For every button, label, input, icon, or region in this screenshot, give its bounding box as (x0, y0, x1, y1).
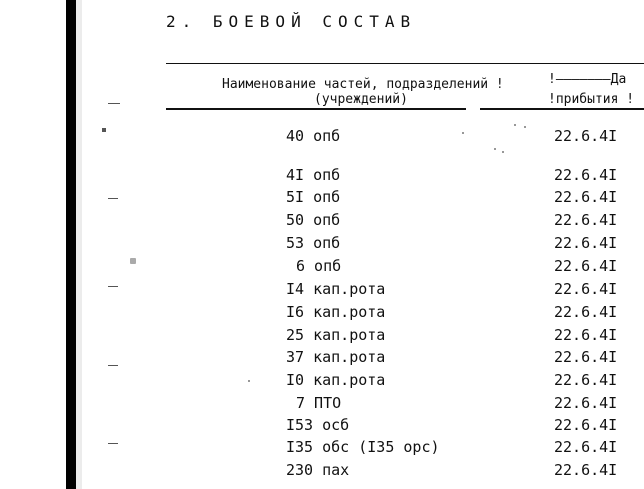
unit-name: I4 кап.рота (286, 280, 386, 298)
table-row (0, 303, 644, 325)
arrival-date: 22.6.4I (554, 188, 618, 206)
scan-speck (524, 126, 526, 128)
header-bottom-rule-right (480, 108, 644, 110)
header-name-line2: (учреждений) (314, 92, 408, 107)
table-row (0, 326, 644, 348)
table-top-rule (166, 63, 644, 64)
unit-name: 7 ПТО (296, 394, 342, 412)
scan-speck (514, 124, 516, 126)
header-bottom-rule-left (166, 108, 466, 110)
unit-name: I35 обс (I35 орс) (286, 438, 440, 456)
table-row (0, 394, 644, 416)
table-row (0, 211, 644, 233)
unit-name: 6 опб (296, 257, 342, 275)
unit-name: 5I опб (286, 188, 341, 206)
arrival-date: 22.6.4I (554, 234, 618, 252)
table-row (0, 257, 644, 279)
arrival-date: 22.6.4I (554, 211, 618, 229)
section-title: 2. БОЕВОЙ СОСТАВ (166, 12, 417, 31)
table-row (0, 348, 644, 370)
scan-speck (130, 258, 136, 264)
unit-name: 25 кап.рота (286, 326, 386, 344)
unit-name: I53 осб (286, 416, 350, 434)
scan-speck (494, 148, 496, 150)
header-date-line2: !прибытия ! (548, 92, 635, 107)
table-row (0, 234, 644, 256)
unit-name: I6 кап.рота (286, 303, 386, 321)
margin-tick (108, 103, 120, 104)
table-row (0, 280, 644, 302)
unit-name: 230 пах (286, 461, 350, 479)
table-row (0, 438, 644, 460)
scan-speck (248, 380, 250, 382)
unit-name: 53 опб (286, 234, 341, 252)
arrival-date: 22.6.4I (554, 348, 618, 366)
header-date-line1: !———————Да (548, 72, 627, 87)
arrival-date: 22.6.4I (554, 303, 618, 321)
arrival-date: 22.6.4I (554, 166, 618, 184)
arrival-date: 22.6.4I (554, 280, 618, 298)
unit-name: 40 опб (286, 127, 341, 145)
unit-name: 37 кап.рота (286, 348, 386, 366)
arrival-date: 22.6.4I (554, 257, 618, 275)
scan-speck (462, 132, 464, 134)
arrival-date: 22.6.4I (554, 461, 618, 479)
table-row (0, 127, 644, 149)
unit-name: I0 кап.рота (286, 371, 386, 389)
arrival-date: 22.6.4I (554, 394, 618, 412)
arrival-date: 22.6.4I (554, 416, 618, 434)
arrival-date: 22.6.4I (554, 438, 618, 456)
scan-speck (502, 151, 504, 153)
arrival-date: 22.6.4I (554, 127, 618, 145)
table-row (0, 166, 644, 188)
table-row (0, 461, 644, 483)
table-row (0, 416, 644, 438)
arrival-date: 22.6.4I (554, 326, 618, 344)
unit-name: 50 опб (286, 211, 341, 229)
arrival-date: 22.6.4I (554, 371, 618, 389)
table-row (0, 371, 644, 393)
unit-name: 4I опб (286, 166, 341, 184)
table-row (0, 188, 644, 210)
header-name-line1: Наименование частей, подразделений ! (222, 77, 504, 92)
